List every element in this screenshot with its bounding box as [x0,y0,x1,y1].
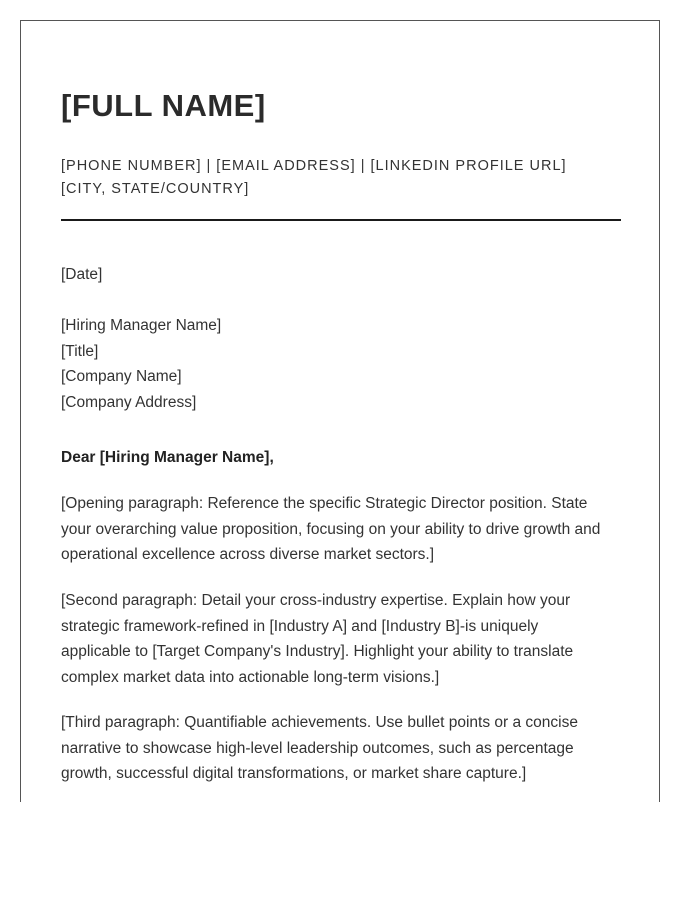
opening-paragraph [61,491,621,568]
paragraph-line: [Third paragraph: Quantifiable achievements. Use bullet points or a concise [61,714,578,731]
paragraph-line: growth, successful digital transformations, or market share capture.] [61,765,527,782]
full-name-heading: [FULL NAME] [61,88,266,123]
recipient-block [61,313,621,415]
letter-date: [Date] [61,266,103,283]
paragraph-line: complex market data into actionable long-term visions.] [61,668,440,686]
paragraph-line: narrative to showcase high-level leadership outcomes, such as percentage [61,739,574,757]
paragraph-line: strategic framework-refined in [Industry A] and [Industry B]-is uniquely [61,617,539,635]
recipient-title: [Title] [61,342,99,360]
third-paragraph [61,710,621,787]
contact-line-location: [CITY, STATE/COUNTRY] [61,181,250,197]
second-paragraph [61,588,621,690]
header-divider [61,219,621,221]
recipient-company: [Company Name] [61,368,182,385]
salutation: Dear [Hiring Manager Name], [61,449,274,466]
paragraph-line: operational excellence across diverse market sectors.] [61,546,435,563]
paragraph-line: [Opening paragraph: Reference the specific Strategic Director position. State [61,495,588,512]
recipient-name: [Hiring Manager Name] [61,317,222,334]
contact-line-phone-email-linkedin: [PHONE NUMBER] | [EMAIL ADDRESS] | [LINKEDIN PROFILE URL] [61,158,567,174]
contact-info [61,155,621,201]
paragraph-line: your overarching value proposition, focusing on your ability to drive growth and [61,520,601,538]
recipient-address: [Company Address] [61,393,197,411]
paragraph-line: [Second paragraph: Detail your cross-industry expertise. Explain how your [61,592,571,609]
paragraph-line: applicable to [Target Company's Industry]. Highlight your ability to translate [61,643,574,660]
letter-page [20,20,660,802]
